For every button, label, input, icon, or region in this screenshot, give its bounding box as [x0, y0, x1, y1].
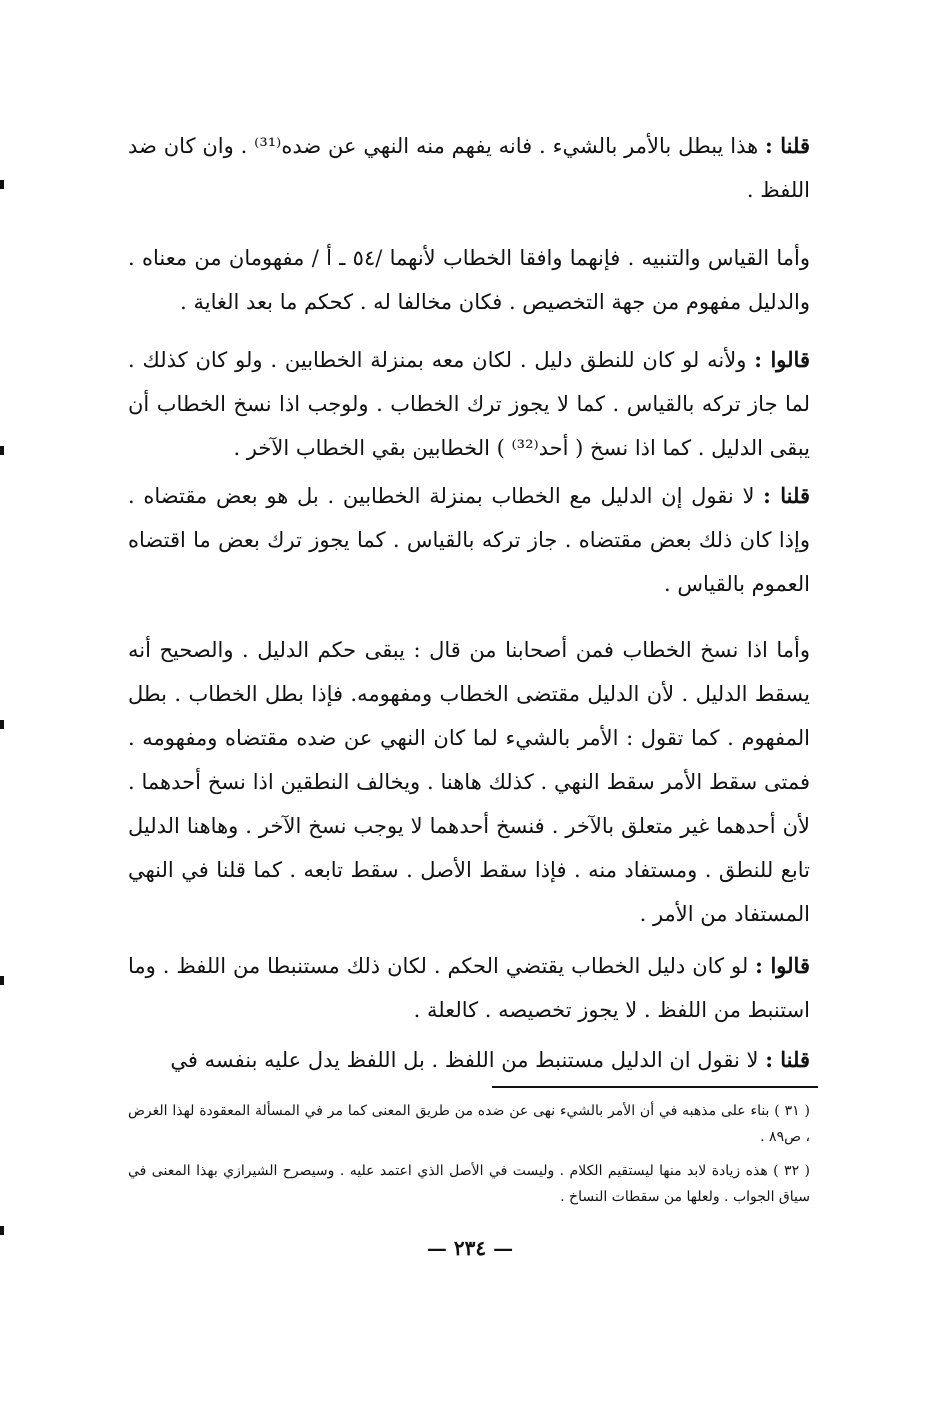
- paragraph-lead: قلنا :: [763, 483, 810, 508]
- margin-mark: [0, 180, 4, 189]
- paragraph-text: وأما القياس والتنبيه . فإنهما وافقا الخطاب لأنهما /٥٤ ـ أ / مفهومان من معناه . والدليل مفهوم من جهة التخصيص . فكان مخالفا له . كحكم ما بعد الغاية .: [128, 246, 810, 314]
- paragraph-lead: قالوا :: [754, 347, 810, 372]
- paragraph-text: ولأنه لو كان للنطق دليل . لكان معه بمنزلة الخطابين . ولو كان كذلك . لما جاز تركه بالقياس . كما لا يجوز ترك الخطاب . ولوجب اذا نسخ الخطاب أن يبقى الدليل . كما اذا نسخ ( أحد⁽³²⁾ ) الخطابين بقي الخطاب الآخر .: [128, 348, 810, 460]
- paragraph-lead: قالوا :: [755, 953, 810, 978]
- footnote-32: [128, 1158, 810, 1210]
- footnote-text: ( ٣١ ) بناء على مذهبه في أن الأمر بالشيء نهى عن ضده من طريق المعنى كما مر في المسألة المعقودة لهذا الغرض ، ص٨٩ .: [128, 1103, 811, 1145]
- footnote-31: [128, 1098, 810, 1150]
- paragraph-text: وأما اذا نسخ الخطاب فمن أصحابنا من قال : يبقى حكم الدليل . والصحيح أنه يسقط الدليل . لأن الدليل مقتضى الخطاب ومفهومه. فإذا بطل الخطاب . بطل المفهوم . كما تقول : الأمر بالشيء لما كان النهي عن ضده مقتضاه ومفهومه . فمتى سقط الأمر سقط النهي . كذلك هاهنا . ويخالف النطقين اذا نسخ أحدهما . لأن أحدهما غير متعلق بالآخر . فنسخ أحدهما لا يوجب نسخ الآخر . وهاهنا الدليل تابع للنطق . ومستفاد منه . فإذا سقط الأصل . سقط تابعه . كما قلنا في النهي المستفاد من الأمر .: [128, 638, 810, 926]
- margin-mark: [0, 976, 4, 985]
- paragraph-5: [128, 628, 810, 936]
- paragraph-lead: قلنا :: [765, 133, 810, 158]
- paragraph-text: هذا يبطل بالأمر بالشيء . فانه يفهم منه النهي عن ضده⁽³¹⁾ . وان كان ضد اللفظ .: [128, 134, 810, 202]
- paragraph-6: [128, 944, 810, 1032]
- page-number: — ٢٣٤ —: [426, 1236, 514, 1260]
- paragraph-3: [128, 338, 810, 470]
- paragraph-text: لو كان دليل الخطاب يقتضي الحكم . لكان ذلك مستنبطا من اللفظ . وما استنبط من اللفظ . لا يجوز تخصيصه . كالعلة .: [128, 954, 810, 1022]
- paragraph-4: [128, 474, 810, 606]
- paragraph-lead: قلنا :: [765, 1047, 810, 1072]
- margin-mark: [0, 720, 4, 729]
- paragraph-text: لا نقول إن الدليل مع الخطاب بمنزلة الخطابين . بل هو بعض مقتضاه . وإذا كان ذلك بعض مقتضاه . جاز تركه بالقياس . كما يجوز ترك بعض ما اقتضاه العموم بالقياس .: [128, 484, 810, 596]
- paragraph-2: [128, 236, 810, 324]
- footnote-separator: [492, 1086, 818, 1088]
- margin-mark: [0, 446, 4, 455]
- footnote-text: ( ٣٢ ) هذه زيادة لابد منها ليستقيم الكلام . وليست في الأصل الذي اعتمد عليه . وسيصرح الشيرازي بهذا المعنى في سياق الجواب . ولعلها من سقطات النساخ .: [128, 1163, 810, 1205]
- paragraph-7: [128, 1038, 810, 1082]
- margin-mark: [0, 1226, 4, 1235]
- paragraph-text: لا نقول ان الدليل مستنبط من اللفظ . بل اللفظ يدل عليه بنفسه في: [170, 1048, 766, 1072]
- paragraph-1: [128, 124, 810, 212]
